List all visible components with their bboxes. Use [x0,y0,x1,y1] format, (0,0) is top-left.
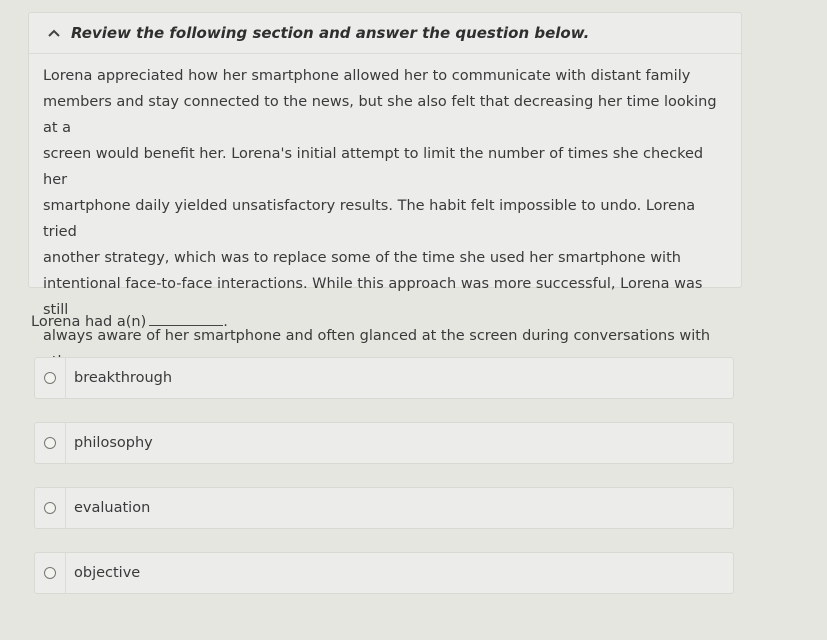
answer-option-breakthrough[interactable] [34,357,734,399]
passage-line: smartphone daily yielded unsatisfactory results. The habit felt impossible to undo. Lorena tried [43,198,696,240]
chevron-up-icon[interactable] [45,24,63,42]
option-label: breakthrough [74,370,173,386]
answer-option-evaluation[interactable] [34,487,734,529]
radio-cell [35,423,66,463]
answer-option-philosophy[interactable] [34,422,734,464]
question-suffix: . [223,314,228,330]
passage-line: screen would benefit her. Lorena's initial attempt to limit the number of times she checked her [43,146,704,188]
passage-header[interactable] [29,13,741,54]
answer-blank [149,312,223,326]
radio-button[interactable] [44,372,56,384]
radio-button[interactable] [44,437,56,449]
question-prefix: Lorena had a(n) [31,314,147,330]
option-label: philosophy [74,435,153,451]
passage-line: Lorena appreciated how her smartphone allowed her to communicate with distant family [43,68,691,84]
question-prompt [31,312,228,330]
radio-cell [35,358,66,398]
passage-line: intentional face-to-face interactions. While this approach was more successful, Lorena was still [43,276,703,318]
passage-title: Review the following section and answer the question below. [71,24,590,42]
answer-option-objective[interactable] [34,552,734,594]
passage-line: always aware of her smartphone and often glanced at the screen during conversations with [43,328,711,344]
radio-button[interactable] [44,502,56,514]
passage-line: another strategy, which was to replace some of the time she used her smartphone with [43,250,681,266]
option-label: objective [74,565,141,581]
radio-cell [35,488,66,528]
option-label: evaluation [74,500,151,516]
radio-button[interactable] [44,567,56,579]
passage-line: members and stay connected to the news, but she also felt that decreasing her time looking at a [43,94,717,136]
radio-cell [35,553,66,593]
